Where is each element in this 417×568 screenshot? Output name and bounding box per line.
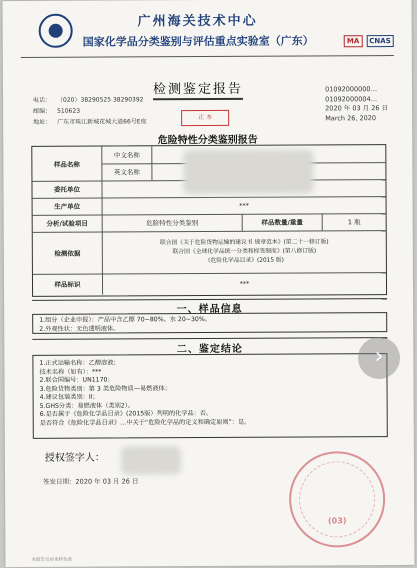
report-page	[3, 0, 415, 567]
issue-date: 签发日期：2020 年 03 月 26 日	[43, 477, 139, 486]
table-row: 检测依据 联合国《关于危险货物运输的建议书 规章范本》(第二十一修订版) 联合国《全球化学品统一分类和标签制度》(第八修订版) 《危险化学品目录》(2015 版)	[33, 230, 386, 275]
form-title: 危险特性分类鉴别报告	[157, 134, 258, 147]
section-sample-info: 一、样品信息	[176, 303, 243, 316]
original-stamp: 正 本	[181, 110, 229, 126]
table-row: 委托单位	[32, 179, 385, 199]
org-name: 广州海关技术中心	[137, 13, 258, 30]
table-row: 分析/试验项目 危险特性分类鉴别 样品数量/重量 1 瓶	[33, 213, 386, 233]
org-header	[83, 9, 313, 49]
table-row: 样品标识 ***	[33, 272, 386, 295]
cma-mark: MA	[344, 35, 362, 47]
next-image-button[interactable]: ›	[358, 337, 400, 379]
table-row: 生产单位 ***	[33, 196, 386, 216]
report-numbers: 01092000000… 01092000004… 2020 年 03 月 26 日 March 26, 2020	[325, 85, 389, 122]
signature-blur	[121, 446, 181, 474]
section-conclusion: 二、鉴定结论	[176, 343, 243, 356]
customs-logo-icon	[39, 14, 73, 48]
address: 广东市珠江新城花城大道66号E座	[57, 118, 147, 126]
report-title: 检测鉴定报告	[153, 78, 243, 100]
header-divider	[21, 55, 394, 58]
zip: 510623	[57, 107, 81, 115]
official-seal: (03)	[289, 451, 386, 548]
sample-info-box: 1.组分（企业申报）：产品中含乙醇 70~80%、水 20~30%。 2.外观性状：无色透明液体。	[32, 312, 387, 334]
tel: （020）38290525 38290392	[57, 96, 144, 104]
cnas-mark: CNAS	[366, 35, 394, 47]
table-row: 样品名称 中文名称 英文名称	[32, 145, 385, 182]
contact-block: 电话： （020）38290525 38290392 邮编： 510623 地址： 广东市珠江新城花城大道66号E座	[33, 96, 147, 126]
lab-name: 国家化学品分类鉴别与评估重点实验室（广东）	[82, 34, 314, 49]
conclusion-box: 1.正式运输名称：乙醇溶液； 技术名称（如有）：*** 2.联合国编号：UN1170； 3.危险货物类别：第 3 类危险物质—易燃液体； 4.建议包装类别：II； 5.GHS分类：易燃液体（类别2）。 6.是否属于《危险化学品目录》(2015版）列明的化学品：否。 是否符合《危险化学品目录》…中关于“危险化学品的定义和确定原则”：是。	[32, 353, 387, 439]
redaction-blur	[183, 149, 313, 194]
footer-note: 本报告仅对来样负责	[31, 557, 72, 563]
signatory-label: 授权签字人：	[44, 452, 105, 464]
accreditation-marks	[344, 35, 394, 47]
